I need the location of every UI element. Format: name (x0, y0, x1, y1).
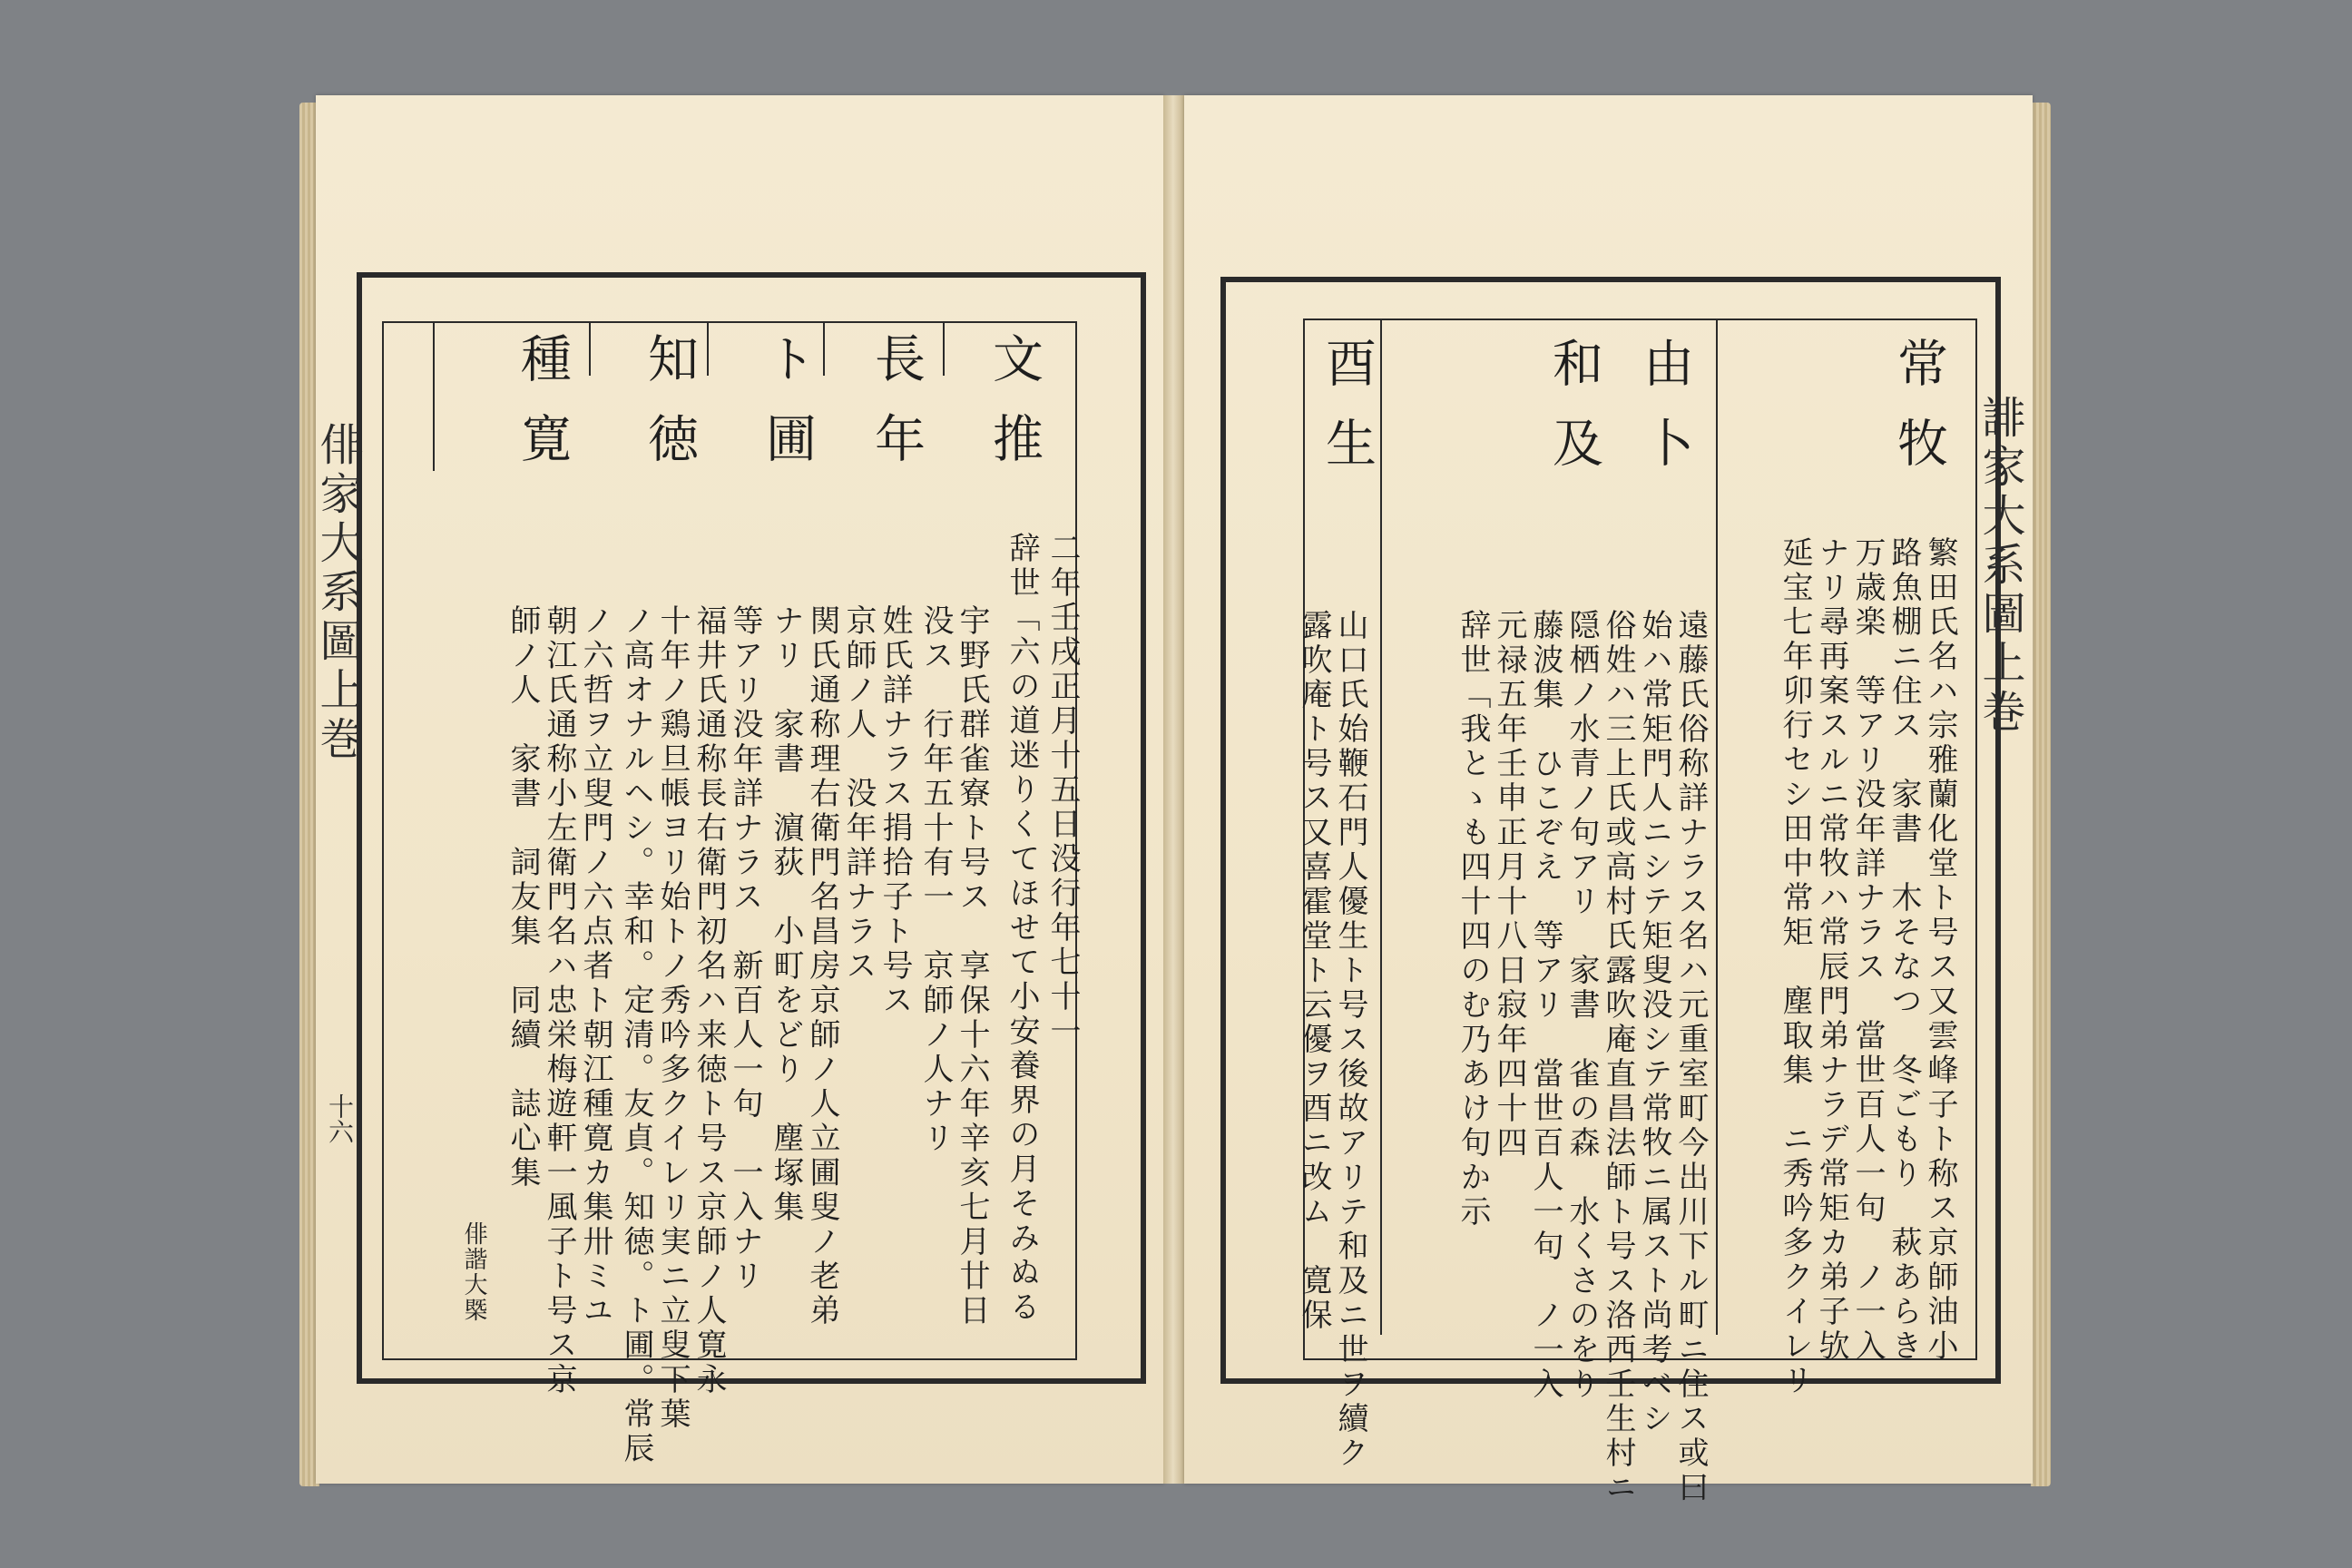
headword-chonen: 長年 (867, 332, 926, 492)
r-entry-0-line-2: 万歳楽 等アリ没年詳ナラス 當世百人一句 ノ一入 (1849, 536, 1886, 1364)
left-page-frame (357, 272, 1146, 1466)
entry-2-line-1: ナリ 家書 濵荻 小町をどり 塵塚集 (768, 604, 804, 1225)
entry-3-line-0: 等アリ没年詳ナラス 新百人一句 一入ナリ (727, 604, 763, 1294)
r-entry-1-line-0: 遠藤氏俗称詳ナラス名ハ元重室町今出川下ル町ニ住ス或曰 (1672, 609, 1709, 1505)
entry-3-line-3: ノ高オナルヘシ。幸和。定清。友貞。知徳。ト圃。常辰 (618, 604, 654, 1466)
open-book (299, 86, 2051, 1505)
r-entry-0-line-3: ナリ尋再案スルニ常牧ハ常辰門弟ナラデ常矩カ弟子欤 (1813, 536, 1849, 1364)
r-entry-2-line-1: 隠栖ノ水青ノ句アリ 家書 雀の森 水くさのをり (1563, 609, 1600, 1402)
headword-yuboku: 由卜 (1635, 337, 1694, 496)
entry-3-line-1: 福井氏通称長右衛門初名ハ来徳ト号ス京師ノ人寛永 (691, 604, 727, 1397)
page-edge-right (2031, 103, 2051, 1486)
entry-0-line-0: 宇野氏群雀寮ト号ス 享保十六年辛亥七月廿日 (954, 604, 990, 1328)
entry-4-line-2: 師ノ人 家書 詞友集 同續 誌心集 (505, 604, 541, 1191)
r-entry-2-line-4: 辞世「我とゝも四十四のむ乃あけ句か示 (1455, 609, 1491, 1230)
top-line-2: 辞世「六の道迷りくてほせて小安養界の月そみぬる (1004, 532, 1040, 1325)
book-gutter (1163, 95, 1185, 1484)
headword-bunsui: 文推 (985, 332, 1044, 492)
left-page-number: 十六 (325, 1093, 355, 1144)
headword-yusei: 酉生 (1318, 337, 1377, 496)
left-page (312, 95, 1164, 1484)
r-entry-0-line-0: 繁田氏名ハ宗雅蘭化堂ト号ス又雲峰子ト称ス京師油小 (1922, 536, 1958, 1364)
r-entry-2-line-3: 元禄五年壬申正月十八日寂年四十四 (1491, 609, 1527, 1161)
left-margin-title: 俳家大系圖上巻 (312, 422, 363, 765)
headword-wakyu: 和及 (1544, 337, 1603, 496)
right-page (1184, 95, 2033, 1505)
headword-bokuho: ト圃 (758, 332, 817, 492)
r-entry-3-line-1: 露吹庵ト号ス又喜霍堂ト云優ヲ酉ニ改ム 寛保 (1296, 609, 1332, 1333)
r-entry-2-line-0: 俗姓ハ三上氏或高村氏露吹庵直昌法師ト号ス洛西壬生村ニ (1600, 609, 1636, 1505)
entry-3-line-2: 十年ノ鶏旦帳ヨリ始トノ秀吟多クイレリ実ニ立叟下葉 (654, 604, 691, 1432)
entry-4-line-1: 朝江氏通称小左衛門名ハ忠栄梅遊軒一風子ト号ス京 (541, 604, 577, 1397)
right-page-frame (1220, 277, 2001, 1505)
right-margin-title: 誹家大系圖上巻 (1975, 395, 2025, 738)
r-entry-3-line-0: 山口氏始鞭石門人優生ト号ス後故アリテ和及ニ世ヲ續ク (1332, 609, 1368, 1471)
entry-1-line-1: 京師ノ人 没年詳ナラス (840, 604, 877, 984)
r-entry-0-line-4: 延宝七年卯行セシ田中常矩 塵取集 ニ秀吟多クイレリ (1777, 536, 1813, 1398)
headword-shukan: 種寛 (513, 332, 572, 492)
entry-0-line-1: 没ス 行年五十有一 京師ノ人ナリ (917, 604, 954, 1156)
footer-label: 俳諧大槩 (460, 1221, 487, 1323)
headword-jobaku: 常牧 (1889, 337, 1948, 496)
top-line-1: 二年壬戌正月十五日没行年七十一 (1044, 532, 1081, 1049)
r-entry-1-line-1: 始ハ常矩門人ニシテ矩叟没シテ常牧ニ属スト尚考ベシ (1636, 609, 1672, 1436)
headword-chitoku: 知徳 (640, 332, 699, 492)
r-entry-0-line-1: 路魚棚ニ住ス 家書 木そなつ 冬ごもり 萩あらき (1886, 536, 1922, 1364)
entry-1-line-0: 姓氏詳ナラス捐拾子ト号ス (877, 604, 913, 1018)
entry-2-line-0: 関氏通称理右衛門名昌房京師ノ人立圃叟ノ老弟 (804, 604, 840, 1328)
r-entry-2-line-2: 藤波集 ひこぞえ 等アリ 當世百人一句 ノ一入 (1527, 609, 1563, 1402)
entry-4-line-0: ノ六哲ヲ立叟門ノ六点者ト朝江種寛カ集卅ミユ (577, 604, 613, 1328)
